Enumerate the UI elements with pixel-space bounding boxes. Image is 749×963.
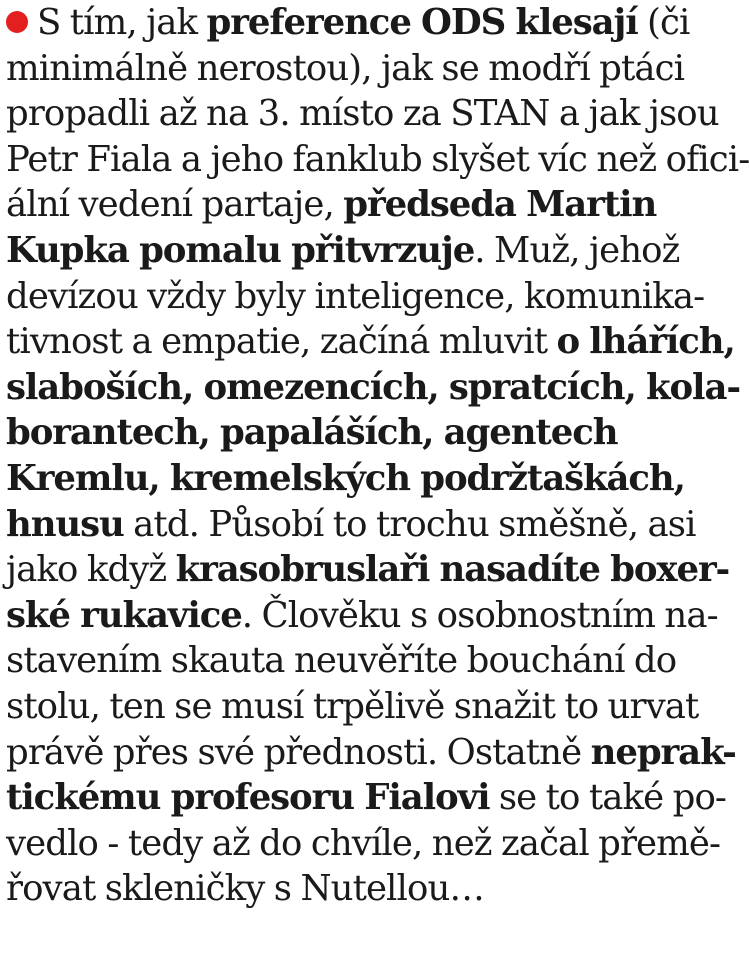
text-line bbox=[6, 821, 721, 867]
body-text: řovat skleničky s Nutellou… bbox=[6, 868, 485, 910]
text-line bbox=[6, 502, 718, 548]
bold-text: o lhářích, bbox=[556, 321, 735, 363]
text-line bbox=[6, 137, 749, 183]
red-bullet-icon bbox=[6, 11, 28, 33]
body-text: devízou vždy byly inteligence, komunika- bbox=[6, 275, 705, 317]
body-text: propadli až na 3. místo za STAN a jak jsou bbox=[6, 93, 719, 135]
text-line bbox=[6, 866, 718, 912]
bold-text: předseda Martin bbox=[343, 184, 657, 226]
text-line bbox=[6, 775, 727, 821]
bold-text: ské rukavice bbox=[6, 594, 242, 636]
bold-text: borantech, papaláších, agentech bbox=[6, 412, 618, 454]
body-text: . Muž, jehož bbox=[474, 229, 680, 271]
text-line bbox=[6, 365, 740, 411]
body-text: (či bbox=[637, 2, 690, 43]
body-text: se to také po- bbox=[489, 777, 727, 819]
text-line bbox=[6, 182, 718, 228]
text-line bbox=[6, 46, 718, 92]
body-text: . Člověku s osobnostním na- bbox=[241, 594, 718, 636]
body-text: ální vedení partaje, bbox=[6, 184, 344, 226]
bold-text: neprak- bbox=[590, 731, 736, 773]
text-line bbox=[6, 456, 718, 502]
bold-text: Kupka pomalu přitvrzuje bbox=[6, 229, 475, 271]
body-text: právě přes své přednosti. Ostatně bbox=[6, 731, 591, 773]
bold-text: preference ODS klesají bbox=[206, 2, 638, 43]
text-line bbox=[6, 0, 718, 46]
text-line bbox=[6, 319, 735, 365]
bold-text: slaboších, omezencích, spratcích, kola- bbox=[6, 366, 740, 408]
body-text: jako když bbox=[6, 549, 176, 591]
text-line bbox=[6, 638, 718, 684]
body-text: tivnost a empatie, začíná mluvit bbox=[6, 321, 557, 363]
body-text: S tím, jak bbox=[37, 2, 207, 43]
body-text: minimálně nerostou), jak se modří ptáci bbox=[6, 47, 685, 89]
bold-text: tickému profesoru Fialovi bbox=[6, 777, 490, 819]
text-line bbox=[6, 410, 718, 456]
text-line bbox=[6, 228, 718, 274]
bold-text: Kremlu, kremelských podržtaškách, bbox=[6, 457, 685, 499]
body-text: Petr Fiala a jeho fanklub slyšet víc než ofici- bbox=[6, 138, 749, 180]
body-text: stolu, ten se musí trpělivě snažit to urvat bbox=[6, 685, 699, 727]
bold-text: hnusu bbox=[6, 503, 124, 545]
body-text: atd. Působí to trochu směšně, asi bbox=[123, 503, 696, 545]
text-line bbox=[6, 91, 718, 137]
bold-text: krasobruslaři nasadíte boxer- bbox=[175, 549, 730, 591]
text-line bbox=[6, 274, 718, 320]
text-line bbox=[6, 593, 718, 639]
text-line bbox=[6, 684, 718, 730]
text-line bbox=[6, 730, 736, 776]
body-text: stavením skauta neuvěříte bouchání do bbox=[6, 640, 677, 682]
text-line bbox=[6, 547, 730, 593]
body-text: vedlo - tedy až do chvíle, než začal přemě- bbox=[6, 822, 721, 864]
article-paragraph bbox=[6, 0, 749, 912]
